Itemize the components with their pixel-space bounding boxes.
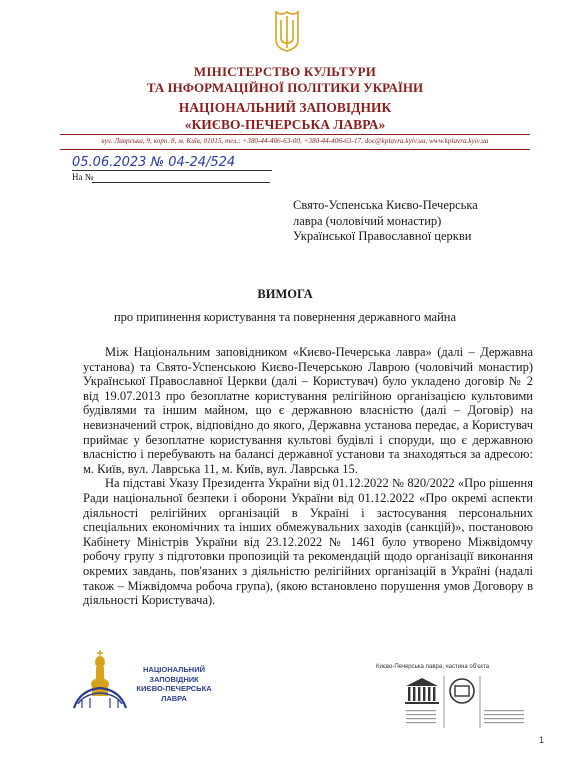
reference-number-label: На № — [72, 172, 94, 182]
lavra-logo-icon — [70, 648, 130, 712]
recipient-line: Свято-Успенська Києво-Печерська — [293, 198, 478, 212]
unesco-heritage-emblem-icon — [396, 674, 530, 730]
letterhead-top-rule — [60, 134, 530, 135]
lavra-logo-text: НАЦІОНАЛЬНИЙ ЗАПОВІДНИК КИЄВО-ПЕЧЕРСЬКА ЛАВРА — [136, 665, 212, 703]
recipient-line: Української Православної церкви — [293, 229, 472, 243]
recipient-block — [293, 198, 478, 245]
letterhead-address: вул. Лаврська, 9, корп. 8, м. Київ, 01015, тел.: +380-44-406-63-00, +380-44-406-63-17, doc@kplavra.kyiv.ua, www.kplavra.kyiv.ua — [101, 137, 489, 145]
body-paragraph: Між Національним заповідником «Києво-Печерська лавра» (далі – Державна установа) та Свято-Успенською Києво-Печерською Лаврою (чоловічий монастир) Української Православної Церкви (далі – Користувач) було укладено договір № 2 від 19.07.2013 про безоплатне користування релігійною організацією культовими будівлями та іншим майном, що є державною власністю (далі – Договір) на невизначений строк, відповідно до якого, Державна установа передає, а Користувач приймає у безоплатне користування культові будівлі і споруди, що є державною власністю і перебувають на балансі державної установи та знаходяться за адресою: м. Київ, вул. Лаврська 11, м. Київ, вул. Лаврська 15. — [83, 345, 533, 476]
recipient-line: лавра (чоловічий монастир) — [293, 213, 442, 228]
ministry-name-line2: ТА ІНФОРМАЦІЙНОЇ ПОЛІТИКИ УКРАЇНИ — [146, 80, 424, 95]
registration-date-number: 05.06.2023 № 04-24/524 — [72, 155, 236, 170]
document-body — [83, 345, 533, 608]
unesco-caption: Києво-Печерська лавра, частина об'єкта — [376, 664, 490, 670]
letterhead-bottom-rule — [60, 149, 530, 150]
document-title: ВИМОГА — [257, 287, 313, 301]
ministry-name-line1: МІНІСТЕРСТВО КУЛЬТУРИ — [193, 64, 377, 79]
reserve-name-line1: НАЦІОНАЛЬНИЙ ЗАПОВІДНИК — [178, 100, 392, 115]
page-number: 1 — [539, 735, 545, 745]
body-paragraph: На підставі Указу Президента України від 01.12.2022 № 820/2022 «Про рішення Ради національної безпеки і оборони України від 01.12.2022 «Про окремі аспекти діяльності релігійних організацій в Україні і застосування персональних спеціальних економічних та інших обмежувальних заходів (санкцій)», постановою Кабінету Міністрів України від 23.12.2022 № 1461 було утворено Міжвідомчу робочу групу з підготовки пропозицій та рекомендацій щодо організації виконання окремих завдань, пов'язаних з діяльністю релігійних організацій в Україні (надалі також – Міжвідомча робоча група), (якою встановлено порушення умов Договору в діяльності Користувача). — [83, 476, 533, 608]
date-underline — [72, 170, 272, 171]
reserve-name-line2: «КИЄВО-ПЕЧЕРСЬКА ЛАВРА» — [184, 117, 386, 132]
document-subtitle: про припинення користування та повернення державного майна — [113, 310, 457, 324]
reference-number-underline — [92, 182, 270, 183]
trident-emblem-icon — [273, 10, 301, 52]
